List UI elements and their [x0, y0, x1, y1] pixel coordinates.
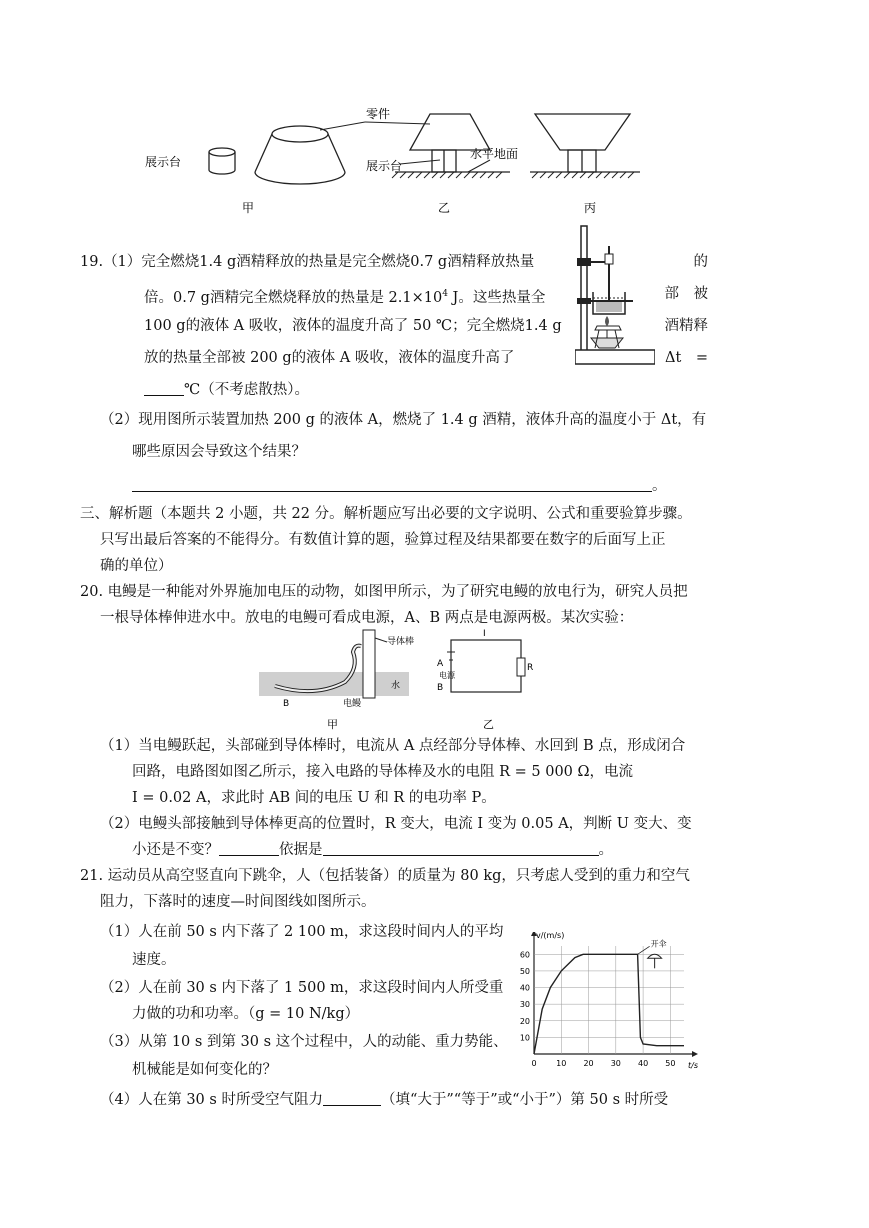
q20-line1: 20. 电鳗是一种能对外界施加电压的动物，如图甲所示，为了研究电鳗的放电行为，研究人员把: [80, 584, 688, 600]
figure-parts-diagram: [140, 100, 660, 220]
q19-p1-line4-tail: Δt =: [665, 350, 708, 366]
y-tick-label: 20: [519, 1016, 530, 1026]
y-tick-label: 60: [519, 950, 530, 960]
q20-p1-line3: I = 0.02 A，求此时 AB 间的电压 U 和 R 的电功率 P。: [132, 790, 496, 806]
x-tick-label: 30: [610, 1059, 621, 1068]
parachute-icon: [648, 954, 662, 958]
answer-blank-resistance[interactable]: [323, 1090, 381, 1106]
q20-p1-line1: （1）当电鳗跃起，头部碰到导体棒时，电流从 A 点经部分导体棒、水回到 B 点，形成闭合: [100, 738, 686, 754]
x-tick-label: 40: [637, 1059, 649, 1068]
stand-cylinder: [209, 148, 235, 174]
q21-p4-part1: （4）人在第 30 s 时所受空气阻力: [100, 1092, 323, 1108]
q19-p1-line4: 放的热量全部被 200 g的液体 A 吸收，液体的温度升高了: [144, 350, 515, 366]
caption-yi-circuit: 乙: [483, 718, 494, 731]
x-tick-label: 10: [556, 1059, 567, 1068]
q20-p2-basis: 依据是: [279, 842, 323, 858]
q21-p3-line1: （3）从第 10 s 到第 30 s 这个过程中，人的动能、重力势能、: [100, 1034, 508, 1050]
q20-p2-end: 。: [598, 842, 613, 858]
q21-p4-part2: （填“大于”“等于”或“小于”）第 50 s 时所受: [380, 1092, 669, 1108]
q21-line1: 21. 运动员从高空竖直向下跳伞，人（包括装备）的质量为 80 kg，只考虑人受到的重力和空气: [80, 868, 690, 884]
y-axis-label: v/(m/s): [536, 932, 565, 940]
annotation-label: 开伞: [650, 939, 667, 949]
q19-p1-line2: 倍。0.7 g酒精完全燃烧释放的热量是 $2.1\times 10^4$ J。这些热量全: [144, 289, 546, 306]
q19-p1-line3-tail: 酒精释: [664, 318, 708, 334]
q20-p2-line2: 小还是不变？: [132, 842, 219, 858]
label-water: 水: [391, 681, 401, 691]
answer-blank-delta-t[interactable]: [144, 380, 184, 396]
label-source: 电源: [439, 671, 455, 680]
q19-p2-end: 。: [652, 478, 667, 494]
q21-line2: 阻力，下落时的速度—时间图线如图所示。: [100, 894, 376, 910]
label-a-terminal: A: [437, 659, 444, 669]
y-tick-label: 40: [519, 983, 530, 993]
label-current: I: [483, 629, 486, 639]
q19-p2-line1: （2）现用图所示装置加热 200 g 的液体 A，燃烧了 1.4 g 酒精，液体升高的温度小于 Δt，有: [100, 412, 707, 428]
y-tick-label: 30: [519, 1000, 530, 1010]
eel-circuit-figure: [255, 628, 545, 732]
label-part: 零件: [366, 107, 391, 121]
y-tick-label: 50: [519, 966, 530, 976]
q21-p1-line1: （1）人在前 50 s 内下落了 2 100 m，求这段时间内人的平均: [100, 924, 504, 940]
y-tick-label: 10: [519, 1033, 530, 1043]
q19-p1-line1: （1）完全燃烧1.4 g酒精释放的热量是完全燃烧0.7 g酒精释放热量: [103, 254, 535, 270]
label-stand: 展示台: [145, 155, 182, 169]
q19-p1-line1-tail: 的: [693, 254, 708, 270]
caption-jia-eel: 甲: [327, 718, 338, 731]
q19-number: 19.: [80, 254, 104, 270]
q19-p1-line3: 100 g的液体 A 吸收，液体的温度升高了 50 ℃；完全燃烧1.4 g: [144, 318, 562, 334]
heating-apparatus-figure: [575, 222, 655, 368]
caption-bing: 丙: [584, 201, 597, 215]
q19-p1-line2-tail: 部 被: [664, 286, 708, 302]
label-b-point: B: [283, 699, 290, 709]
q19-p2-line2: 哪些原因会导致这个结果？: [132, 444, 306, 460]
label-ground: 水平地面: [470, 147, 519, 161]
velocity-time-chart: [512, 932, 702, 1072]
setup-b: [395, 114, 510, 172]
answer-blank-basis[interactable]: [323, 840, 599, 856]
q21-p1-line2: 速度。: [132, 952, 176, 968]
answer-blank-u-change[interactable]: [219, 840, 279, 856]
q21-p3-line2: 机械能是如何变化的？: [132, 1062, 277, 1078]
q21-p2-line1: （2）人在前 30 s 内下落了 1 500 m，求这段时间内人所受重: [100, 980, 504, 996]
section-3-line1: 三、解析题（本题共 2 小题，共 22 分。解析题应写出必要的文字说明、公式和重要验算步骤。: [80, 506, 692, 522]
setup-c: [530, 114, 640, 172]
section-3-line3: 确的单位）: [100, 558, 173, 574]
q20-p1-line2: 回路，电路图如图乙所示，接入电路的导体棒及水的电阻 R = 5 000 Ω，电流: [132, 764, 634, 780]
part-frustum: [255, 126, 345, 184]
label-eel: 电鳗: [343, 699, 362, 709]
x-tick-label: 20: [583, 1059, 594, 1068]
annotation-pointer: [638, 946, 650, 954]
x-tick-label: 50: [665, 1059, 676, 1068]
q19-p1-line5: ℃（不考虑散热）。: [184, 382, 309, 398]
x-axis-label: t/s: [688, 1061, 698, 1070]
x-axis-arrow: [692, 1051, 698, 1057]
label-rod: 导体棒: [387, 637, 415, 647]
q20-p2-line1: （2）电鳗头部接触到导体棒更高的位置时，R 变大，电流 I 变为 0.05 A，判断 U 变大、变: [100, 816, 692, 832]
label-resistor: R: [527, 663, 534, 673]
q20-line2: 一根导体棒伸进水中。放电的电鳗可看成电源，A、B 两点是电源两极。某次实验：: [100, 610, 634, 626]
caption-jia: 甲: [242, 201, 255, 215]
answer-blank-reasons[interactable]: [132, 476, 652, 492]
caption-yi: 乙: [438, 201, 451, 215]
x-tick-label: 0: [531, 1059, 537, 1068]
label-stand-2: 展示台: [366, 159, 403, 173]
section-3-line2: 只写出最后答案的不能得分。有数值计算的题，验算过程及结果都要在数字的后面写上正: [100, 532, 666, 548]
label-b-terminal: B: [437, 683, 444, 693]
q21-p2-line2: 力做的功和功率。（g = 10 N/kg）: [132, 1006, 360, 1022]
